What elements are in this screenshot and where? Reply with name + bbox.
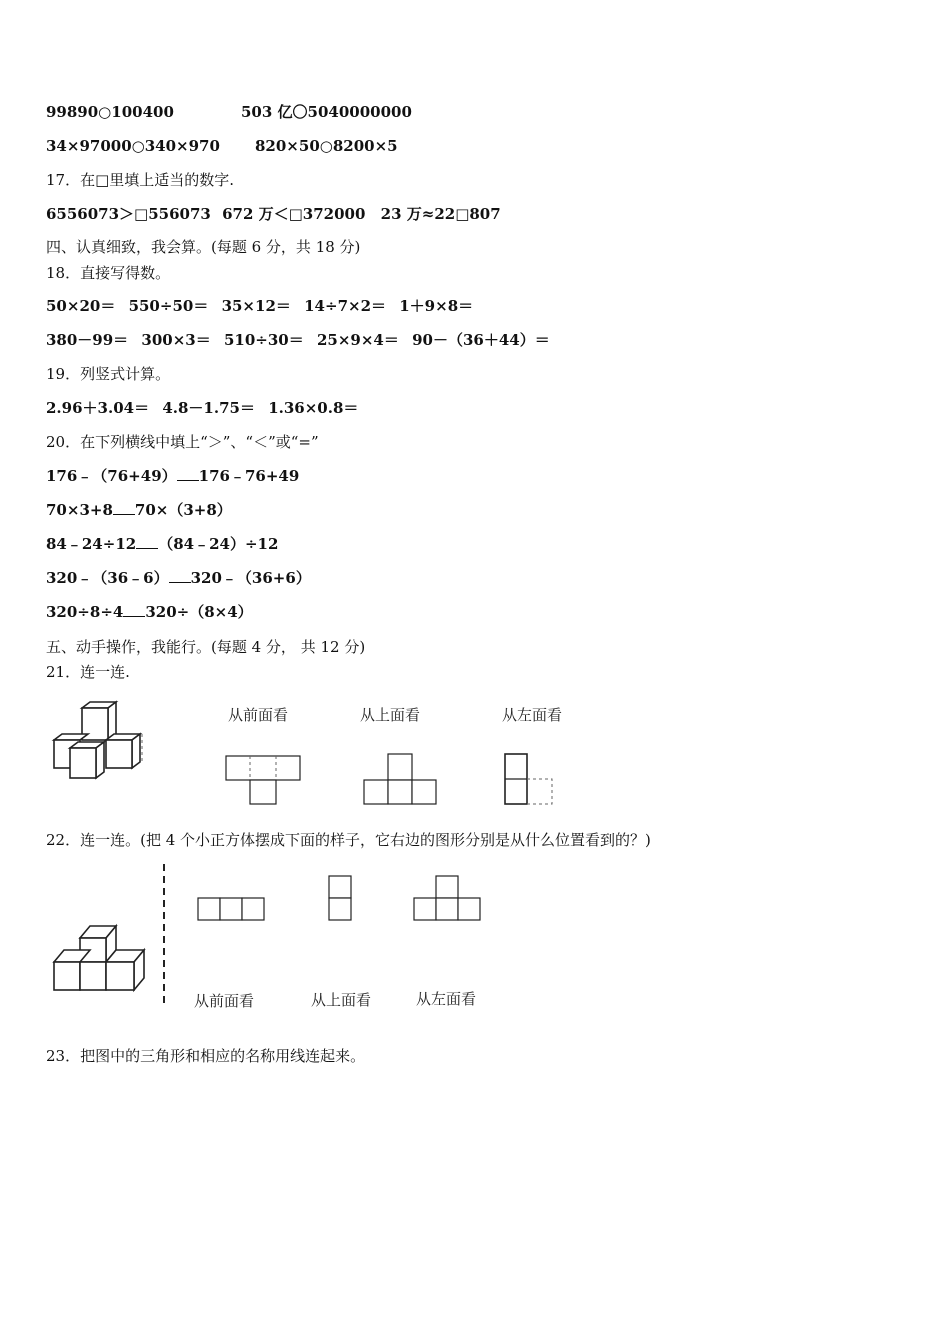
- q19-item: 2.96＋3.04＝: [46, 399, 150, 417]
- compare-left: 34×97000○340×970: [46, 137, 220, 155]
- q17-item: 672 万＜□372000: [222, 205, 366, 223]
- q20-item: [46, 568, 311, 588]
- q21-view-shape-2: [362, 752, 442, 806]
- q19-item: 1.36×0.8＝: [268, 399, 359, 417]
- compare-right: 820×50○8200×5: [255, 137, 398, 155]
- view-square: [226, 756, 300, 780]
- q18-item: 90－（36＋44）＝: [412, 331, 550, 349]
- q17-item: 23 万≈22□807: [380, 205, 501, 223]
- q17-item: 6556073＞□556073: [46, 205, 211, 223]
- view-square: [436, 898, 458, 920]
- view-square: [412, 780, 436, 804]
- q18-item: 14÷7×2＝: [304, 297, 387, 315]
- q17-title: 17．在□里填上适当的数字.: [46, 171, 235, 189]
- q17-items: [46, 204, 501, 224]
- answer-blank[interactable]: [169, 568, 191, 583]
- view-square: [220, 898, 242, 920]
- answer-blank[interactable]: [177, 466, 199, 481]
- q20-right: （84﹣24）÷12: [158, 535, 279, 553]
- divider-dashed-line: [158, 862, 170, 1008]
- q19-title: 19．列竖式计算。: [46, 365, 171, 383]
- cube-face: [80, 962, 106, 990]
- q19-item: 4.8－1.75＝: [162, 399, 255, 417]
- q19-items: [46, 398, 358, 418]
- q20-left: 176﹣（76+49）: [46, 467, 177, 485]
- q20-item: [46, 466, 299, 486]
- q20-left: 70×3+8: [46, 501, 113, 519]
- compare-left: 99890○100400: [46, 103, 174, 121]
- answer-blank[interactable]: [113, 500, 135, 515]
- q20-item: [46, 500, 232, 520]
- q18-item: 50×20＝: [46, 297, 116, 315]
- view-square: [198, 898, 220, 920]
- view-square: [250, 780, 276, 804]
- compare-row-2: [46, 136, 398, 156]
- q22-view-shape-1: [196, 896, 268, 924]
- q20-right: 70×（3+8）: [134, 501, 232, 519]
- answer-blank[interactable]: [123, 602, 145, 617]
- view-label-front: 从前面看: [228, 706, 289, 724]
- compare-row-1: [46, 102, 412, 122]
- view-square: [388, 754, 412, 780]
- q18-item: 300×3＝: [141, 331, 211, 349]
- q22-view-shape-3: [412, 874, 484, 924]
- view-square: [436, 876, 458, 898]
- q20-left: 320﹣（36﹣6）: [46, 569, 169, 587]
- q18-item: 550÷50＝: [128, 297, 209, 315]
- q18-item: 380－99＝: [46, 331, 129, 349]
- view-label-top: 从上面看: [311, 991, 372, 1009]
- cube-face: [106, 962, 134, 990]
- compare-right: 503 亿〇5040000000: [241, 103, 412, 121]
- q21-view-shape-1: [224, 752, 304, 806]
- view-label-left: 从左面看: [502, 706, 563, 724]
- hidden-edge: [527, 779, 552, 804]
- view-label-top: 从上面看: [360, 706, 421, 724]
- q21-cube-figure: [50, 700, 150, 782]
- q20-title: 20．在下列横线中填上“＞”、“＜”或“=”: [46, 433, 319, 451]
- cube-face: [132, 734, 140, 768]
- answer-blank[interactable]: [136, 534, 158, 549]
- view-label-front: 从前面看: [194, 992, 255, 1010]
- q20-right: 320﹣（36+6）: [190, 569, 311, 587]
- view-square: [388, 780, 412, 804]
- q22-view-shape-2: [327, 874, 355, 924]
- q18-item: 35×12＝: [221, 297, 291, 315]
- q20-left: 320÷8÷4: [46, 603, 124, 621]
- q18-item: 1＋9×8＝: [399, 297, 474, 315]
- q20-item: [46, 534, 278, 554]
- q20-left: 84﹣24÷12: [46, 535, 137, 553]
- section-4-heading: 四、认真细致，我会算。(每题 6 分，共 18 分): [46, 238, 361, 256]
- q20-item: [46, 602, 253, 622]
- cube-face: [106, 740, 132, 768]
- q18-row-1: [46, 296, 473, 316]
- q18-title: 18．直接写得数。: [46, 264, 171, 282]
- view-label-left: 从左面看: [416, 990, 477, 1008]
- cube-face: [96, 742, 104, 778]
- view-square: [414, 898, 436, 920]
- cube-face: [54, 962, 80, 990]
- section-5-heading: 五、动手操作，我能行。(每题 4 分， 共 12 分): [46, 638, 366, 656]
- q23-title: 23．把图中的三角形和相应的名称用线连起来。: [46, 1047, 366, 1065]
- view-square: [329, 876, 351, 898]
- view-square: [329, 898, 351, 920]
- q18-item: 510÷30＝: [223, 331, 304, 349]
- q20-right: 176﹣76+49: [198, 467, 300, 485]
- q18-row-2: [46, 330, 550, 350]
- q20-right: 320÷（8×4）: [145, 603, 253, 621]
- cube-face: [70, 748, 96, 778]
- q18-item: 25×9×4＝: [316, 331, 399, 349]
- q21-title: 21．连一连.: [46, 663, 130, 681]
- view-square: [242, 898, 264, 920]
- view-square: [364, 780, 388, 804]
- q21-view-shape-3: [500, 752, 560, 808]
- q22-title: 22．连一连。(把 4 个小正方体摆成下面的样子，它右边的图形分别是从什么位置看到的？): [46, 831, 651, 849]
- q22-cube-figure: [50, 916, 150, 994]
- view-square: [458, 898, 480, 920]
